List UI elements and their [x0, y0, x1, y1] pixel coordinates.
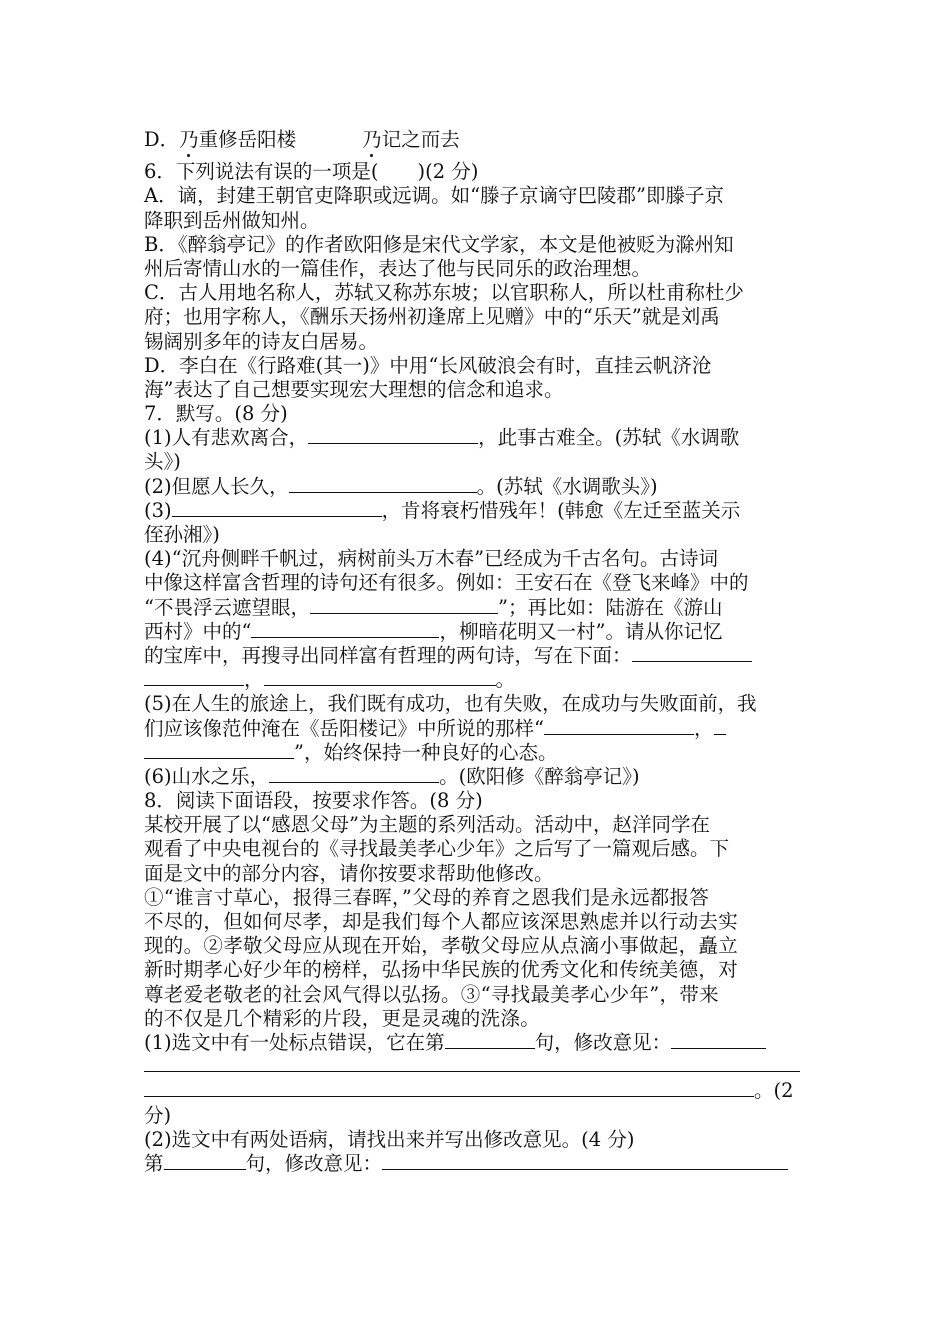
q7-item5-line1: (5)在人生的旅途上，我们既有成功，也有失败，在成功与失败面前，我 — [144, 692, 757, 716]
q7-item4-line5 — [144, 644, 810, 668]
answer-blank[interactable] — [310, 596, 498, 614]
answer-blank[interactable] — [144, 668, 244, 686]
q8-intro-line2: 观看了中央电视台的《寻找最美孝心少年》之后写了一篇观后感。下 — [144, 837, 730, 861]
text: 。(欧阳修《醉翁亭记》) — [439, 764, 640, 788]
answer-blank[interactable] — [164, 1152, 246, 1170]
text: “不畏浮云遮望眼， — [144, 595, 310, 619]
text: 句，修改意见： — [245, 1151, 383, 1175]
option-d-label: D． — [144, 128, 180, 151]
text: ”，始终保持一种良好的心态。 — [294, 740, 558, 764]
text: (3) — [144, 498, 172, 522]
text: 第 — [144, 1151, 164, 1175]
answer-blank[interactable] — [289, 475, 477, 493]
option-d — [144, 128, 810, 152]
answer-blank[interactable] — [445, 1031, 535, 1049]
q7-stem: 7．默写。(8 分) — [144, 402, 288, 426]
q6-c-line1: C．古人用地名称人，苏轼又称苏东坡；以官职称人，所以杜甫称杜少 — [144, 281, 744, 305]
q6-c-line3: 锡阔别多年的诗友白居易。 — [144, 329, 379, 353]
q8-sub1-end — [144, 1079, 810, 1103]
q8-sub1-rule — [144, 1055, 810, 1079]
q7-item5-line2 — [144, 717, 810, 741]
q6-a-line1: A．谪，封建王朝官吏降职或远调。如“滕子京谪守巴陵郡”即滕子京 — [144, 184, 725, 208]
answer-blank[interactable] — [714, 717, 726, 735]
answer-blank[interactable] — [251, 620, 439, 638]
text: 。(苏轼《水调歌头》) — [476, 474, 658, 498]
text: ”；再比如：陆游在《游山 — [497, 595, 723, 619]
option-d-text-2: 记之而去 — [381, 128, 460, 151]
q8-passage-line5: 尊老爱老敬老的社会风气得以弘扬。③“寻找最美孝心少年”，带来 — [144, 982, 719, 1006]
answer-blank[interactable] — [632, 644, 752, 662]
q6-b-line1: B．《醉翁亭记》的作者欧阳修是宋代文学家，本文是他被贬为滁州知 — [144, 232, 734, 256]
q7-item3 — [144, 499, 810, 523]
q7-item4-line1: (4)“沉舟侧畔千帆过，病树前头万木春”已经成为千古名句。古诗词 — [144, 547, 719, 571]
text: 西村》中的“ — [144, 619, 252, 643]
q7-item1-cont: 头》) — [144, 450, 181, 474]
q6-d-line2: 海”表达了自己想要实现宏大理想的信念和追求。 — [144, 377, 564, 401]
text: 们应该像范仲淹在《岳阳楼记》中所说的那样“ — [144, 716, 544, 740]
q7-item5-line3 — [144, 741, 810, 765]
q8-passage-line6: 的不仅是几个精彩的片段，更是灵魂的洗涤。 — [144, 1006, 541, 1030]
text: ， — [693, 716, 714, 740]
answer-line[interactable] — [144, 1079, 754, 1097]
text: ，柳暗花明又一村”。请从你记忆 — [439, 619, 723, 643]
q6-stem: 6．下列说法有误的一项是( )(2 分) — [144, 160, 479, 184]
text: ，肯将衰朽惜残年！(韩愈《左迁至蓝关示 — [381, 498, 741, 522]
q8-intro-line3: 面是文中的部分内容，请你按要求帮助他修改。 — [144, 861, 554, 885]
text: 。 — [495, 668, 516, 692]
q7-item1 — [144, 426, 810, 450]
emphasis-char: 乃 — [362, 128, 382, 151]
text: ，此事古难全。(苏轼《水调歌 — [478, 426, 740, 450]
q7-item4-line2: 中像这样富含哲理的诗句还有很多。例如：王安石在《登飞来峰》中的 — [144, 571, 749, 595]
answer-blank[interactable] — [671, 1031, 766, 1049]
answer-blank[interactable] — [544, 717, 694, 735]
text: (2)但愿人长久， — [144, 474, 289, 498]
q8-passage-line2: 不尽的，但如何尽孝，却是我们每个人都应该深思熟虑并以行动去实 — [144, 910, 739, 933]
q6-b-line2: 州后寄情山水的一篇佳作，表达了他与民同乐的政治理想。 — [144, 256, 652, 280]
answer-blank[interactable] — [382, 1152, 788, 1170]
answer-blank[interactable] — [308, 426, 478, 444]
text: (6)山水之乐， — [144, 764, 270, 788]
q7-item6 — [144, 765, 810, 789]
text: (1)人有悲欢离合， — [144, 426, 309, 450]
q8-sub1 — [144, 1031, 810, 1055]
answer-blank[interactable] — [269, 765, 439, 783]
q7-item4-line6 — [144, 668, 810, 692]
option-d-text-1: 重修岳阳楼 — [198, 128, 297, 151]
q7-item3-cont: 侄孙湘》) — [144, 523, 220, 546]
text: 。(2 — [754, 1079, 794, 1103]
q8-passage-line1: ①“谁言寸草心，报得三春晖，”父母的养育之恩我们是永远都报答 — [144, 885, 710, 909]
text: ， — [244, 668, 264, 692]
q6-d-line1: D．李白在《行路难(其一)》中用“长风破浪会有时，直挂云帆济沧 — [144, 353, 712, 377]
emphasis-char: 乃 — [179, 128, 199, 151]
q8-sub2-answer — [144, 1152, 810, 1176]
q8-sub1-tail: 分) — [144, 1103, 172, 1127]
answer-blank[interactable] — [144, 741, 294, 759]
worksheet-page — [144, 128, 810, 1176]
answer-blank[interactable] — [264, 668, 496, 686]
q7-item4-line3 — [144, 596, 810, 620]
q8-passage-line4: 新时期孝心好少年的榜样，弘扬中华民族的优秀文化和传统美德，对 — [144, 958, 739, 982]
q7-item4-line4 — [144, 620, 810, 644]
text: 句，修改意见： — [534, 1030, 672, 1054]
q8-sub2: (2)选文中有两处语病，请找出来并写出修改意见。(4 分) — [144, 1127, 635, 1151]
q6-a-line2: 降职到岳州做知州。 — [144, 208, 320, 232]
q7-item2 — [144, 475, 810, 499]
q8-stem: 8．阅读下面语段，按要求作答。(8 分) — [144, 789, 483, 813]
answer-line[interactable] — [144, 1055, 800, 1072]
q6-c-line2: 府；也用字称人，《酬乐天扬州初逢席上见赠》中的“乐天”就是刘禹 — [144, 305, 720, 329]
q8-passage-line3: 现的。②孝敬父母应从现在开始，孝敬父母应从点滴小事做起，矗立 — [144, 934, 739, 958]
text: 的宝库中，再搜寻出同样富有哲理的两句诗，写在下面： — [144, 643, 632, 667]
text: (1)选文中有一处标点错误，它在第 — [144, 1030, 445, 1054]
q8-intro-line1: 某校开展了以“感恩父母”为主题的系列活动。活动中，赵洋同学在 — [144, 813, 710, 837]
answer-blank[interactable] — [172, 499, 382, 517]
